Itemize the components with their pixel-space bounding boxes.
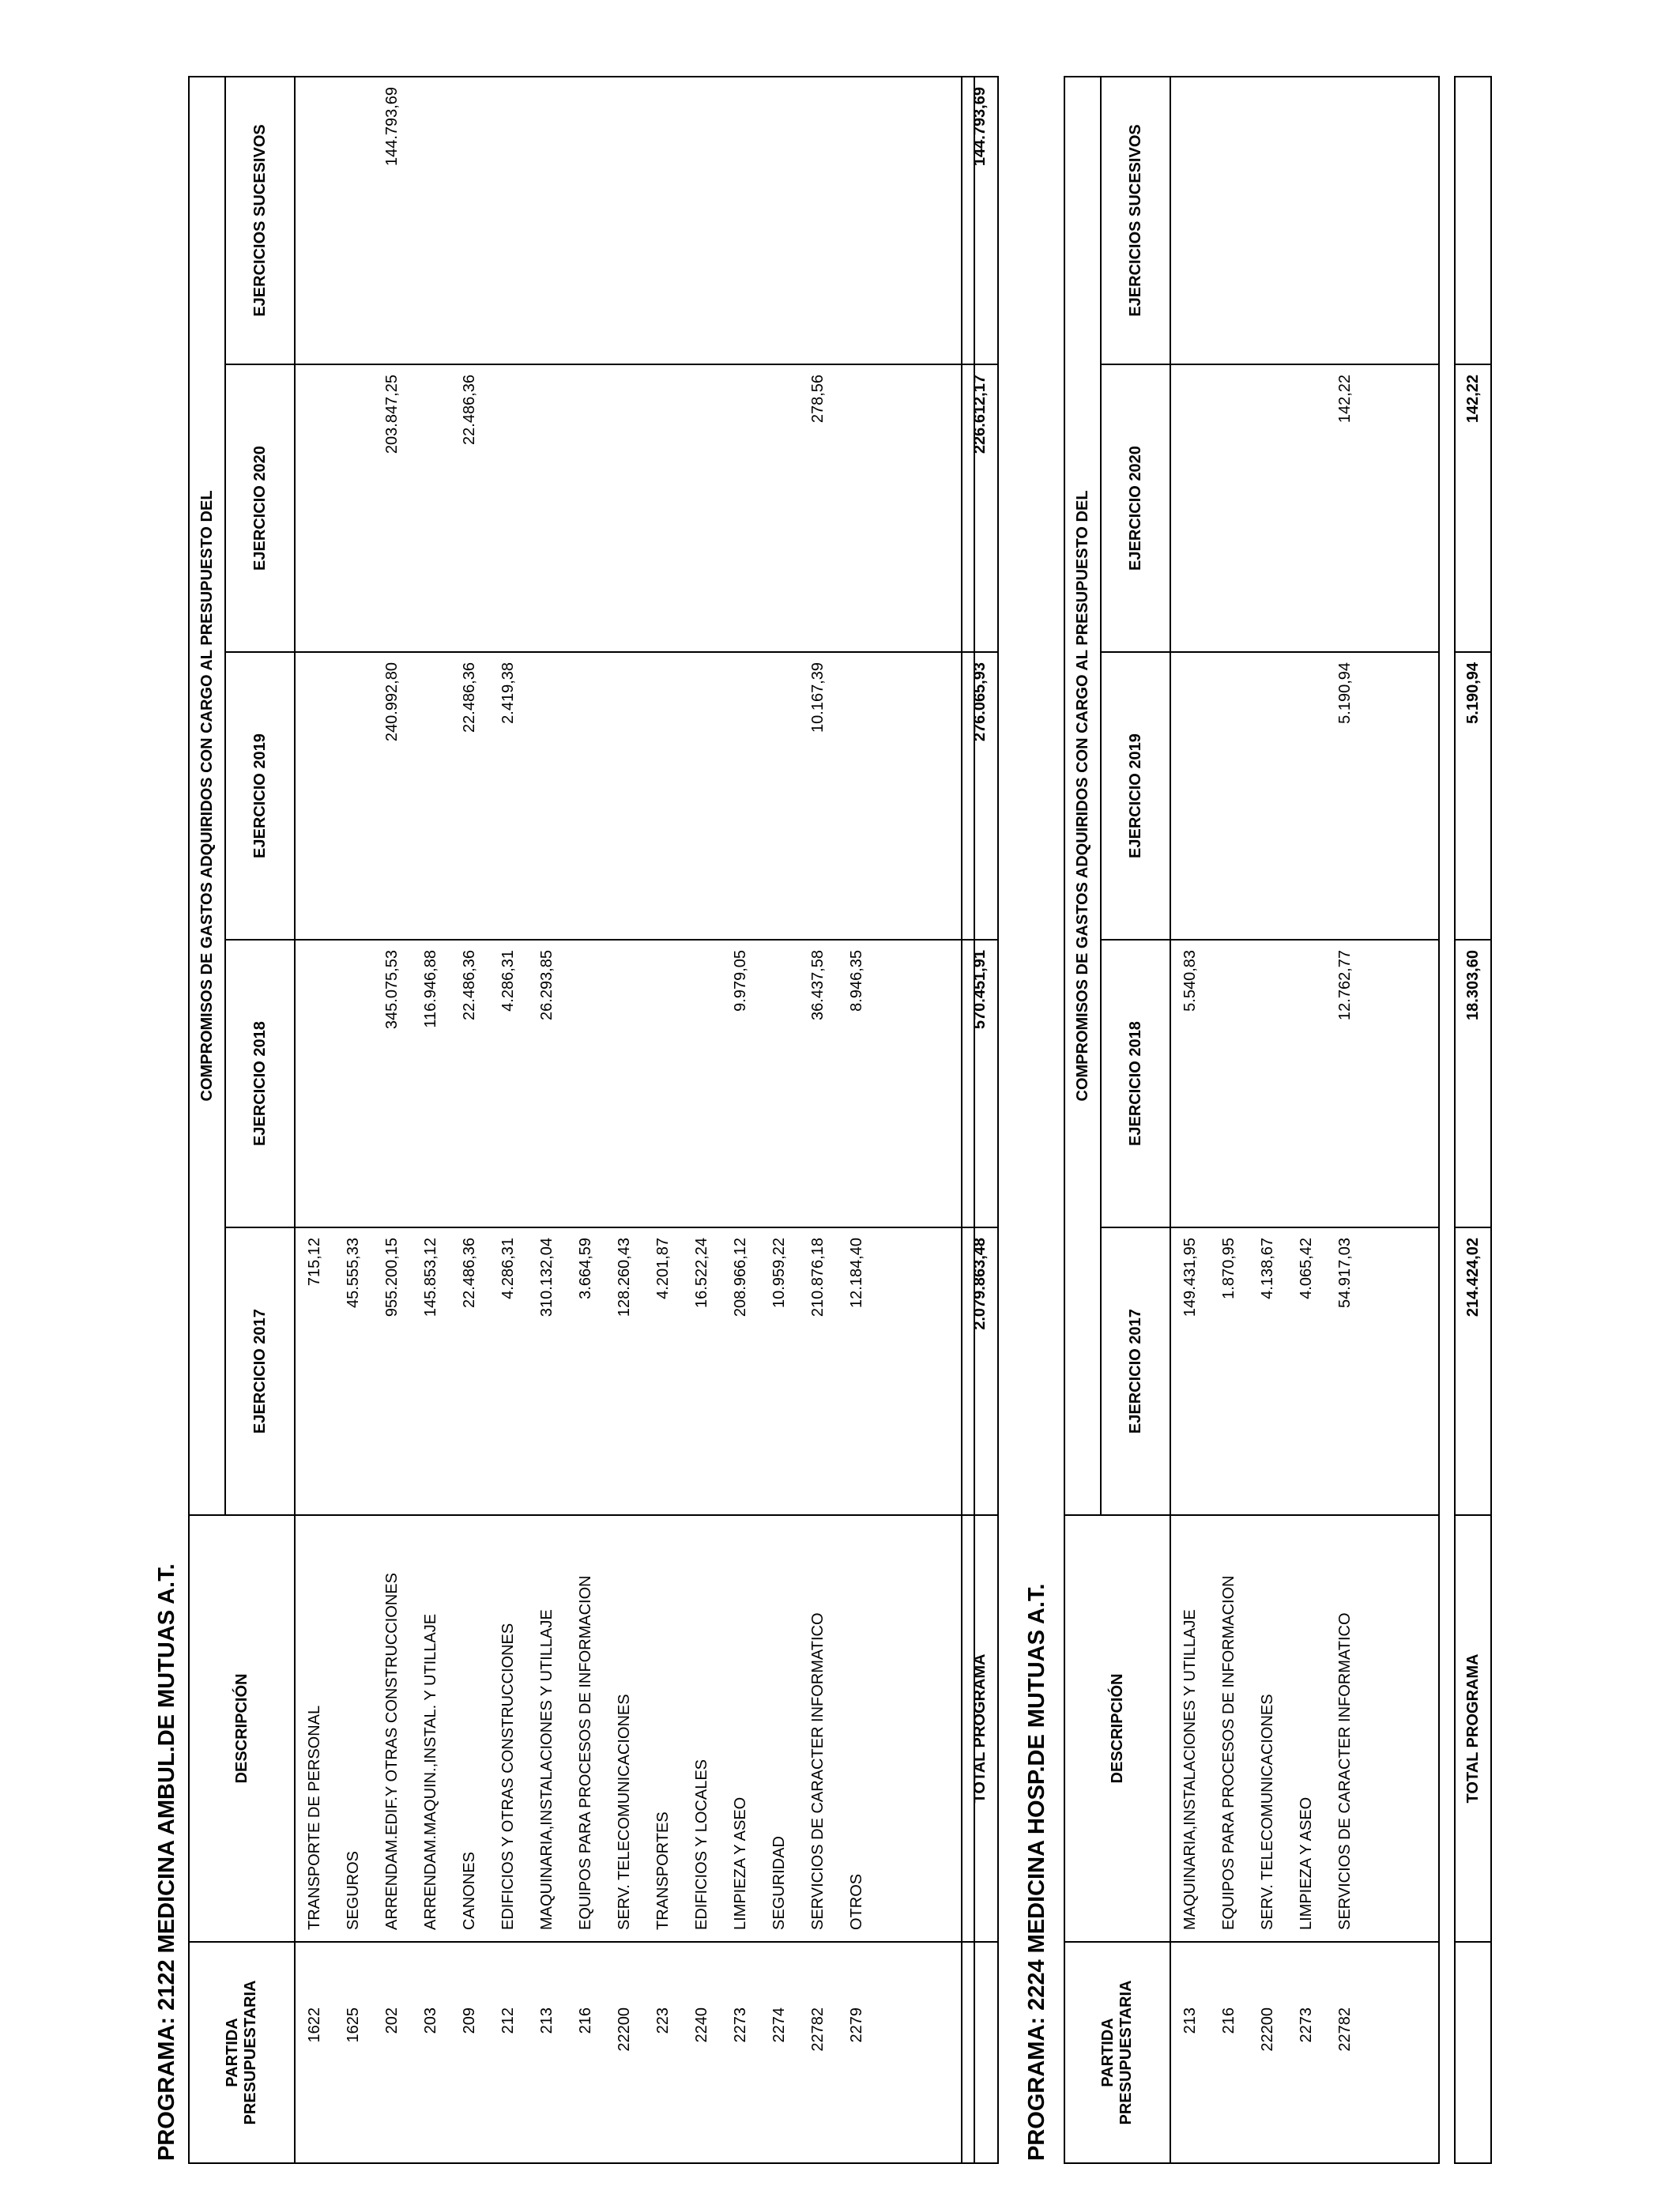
value-cell: 278,56 [809,375,827,424]
value-cell [683,950,721,1217]
descripcion-cell: EDIFICIOS Y LOCALES [693,1759,710,1930]
partida-cell: 213 [538,2007,556,2034]
total-2017: 214.424,02 [1455,1227,1491,1515]
col-header-sucesivos: EJERCICIOS SUCESIVOS [1101,77,1170,364]
descripcion-cell: SERVICIOS DE CARACTER INFORMATICO [809,1612,827,1930]
value-cell: 9.979,05 [732,950,749,1012]
value-cell: 10.959,22 [770,1238,788,1308]
value-cell [489,87,528,354]
group-header: COMPROMISOS DE GASTOS ADQUIRIDOS CON CARGO AL PRESUPUESTO DEL [189,77,225,1515]
value-cell [528,375,567,642]
value-cell [1287,87,1326,354]
partida-cell: 22200 [1259,2007,1276,2052]
ejercicio-2017-column [295,1227,974,1515]
descripcion-cell: EQUIPOS PARA PROCESOS DE INFORMACION [577,1575,594,1930]
value-cell: 12.184,40 [848,1238,865,1308]
value-cell [644,662,683,929]
total-2019: 276.065,93 [962,652,998,940]
value-cell: 22.486,36 [461,1238,478,1308]
partida-cell: 1622 [306,2007,323,2043]
col-header-2018: EJERCICIO 2018 [225,940,295,1227]
total-sucesivos [1455,77,1491,364]
value-cell [1210,950,1249,1217]
value-cell [334,662,373,929]
value-cell: 2.419,38 [499,662,517,724]
value-cell [1249,662,1287,929]
total-label: TOTAL PROGRAMA [962,1515,998,1942]
value-cell [760,950,799,1217]
total-2020: 142,22 [1455,364,1491,652]
total-row [961,76,999,2164]
value-cell: 4.286,31 [499,950,517,1012]
value-cell [1249,950,1287,1217]
value-cell: 128.260,43 [616,1238,633,1318]
total-2018: 18.303,60 [1455,940,1491,1227]
value-cell [1210,662,1249,929]
partida-cell: 22200 [616,2007,633,2052]
value-cell [1171,662,1210,929]
col-header-2017: EJERCICIO 2017 [225,1227,295,1515]
col-header-2020: EJERCICIO 2020 [225,364,295,652]
ejercicio-2018-column [295,940,974,1227]
descripcion-cell: SERVICIOS DE CARACTER INFORMATICO [1336,1612,1354,1930]
value-cell: 3.664,59 [577,1238,594,1299]
partida-cell: 2274 [770,2007,788,2043]
ejercicios-sucesivos-column [295,77,974,364]
value-cell: 54.917,03 [1336,1238,1354,1308]
value-cell: 10.167,39 [809,662,827,733]
total-spacer [1455,1942,1491,2163]
value-cell [334,375,373,642]
descripcion-header: DESCRIPCIÓN [189,1515,295,1942]
value-cell [1287,375,1326,642]
value-cell [296,375,334,642]
value-cell [644,950,683,1217]
value-cell [838,87,876,354]
value-cell [721,87,760,354]
descripcion-column [295,1515,974,1942]
partida-cell: 202 [383,2007,401,2034]
value-cell: 12.762,77 [1336,950,1354,1020]
descripcion-cell: ARRENDAM.EDIF.Y OTRAS CONSTRUCCIONES [383,1573,401,1930]
value-cell [1326,87,1365,354]
value-cell [296,87,334,354]
value-cell [528,662,567,929]
value-cell [1249,375,1287,642]
total-label: TOTAL PROGRAMA [1455,1515,1491,1942]
descripcion-cell: LIMPIEZA Y ASEO [732,1796,749,1930]
value-cell [489,375,528,642]
partida-cell: 2273 [732,2007,749,2043]
partida-cell: 209 [461,2007,478,2034]
program-title: PROGRAMA: 2122 MEDICINA AMBUL.DE MUTUAS A.T. [154,1563,179,2161]
value-cell [567,662,605,929]
value-cell [605,950,644,1217]
value-cell: 4.286,31 [499,1238,517,1299]
descripcion-cell: CANONES [461,1852,478,1930]
value-cell [412,662,450,929]
value-cell: 22.486,36 [461,375,478,445]
descripcion-cell: SERV. TELECOMUNICACIONES [1259,1694,1276,1930]
value-cell [567,87,605,354]
total-2020: 226.612,17 [962,364,998,652]
descripcion-cell: SEGURIDAD [770,1836,788,1930]
value-cell: 310.132,04 [538,1238,556,1318]
value-cell [683,87,721,354]
value-cell [721,662,760,929]
col-header-2019: EJERCICIO 2019 [1101,652,1170,940]
partida-cell: 22782 [809,2007,827,2052]
partida-cell: 2273 [1298,2007,1315,2043]
value-cell [1171,375,1210,642]
value-cell: 955.200,15 [383,1238,401,1318]
partida-header: PARTIDA PRESUPUESTARIA [1064,1942,1170,2163]
total-2019: 5.190,94 [1455,652,1491,940]
value-cell [450,87,489,354]
value-cell: 240.992,80 [383,662,401,742]
value-cell [334,87,373,354]
value-cell: 208.966,12 [732,1238,749,1318]
total-spacer [962,1942,998,2163]
ejercicio-2020-column [1170,364,1439,652]
value-cell [683,375,721,642]
value-cell [412,87,450,354]
descripcion-column [1170,1515,1439,1942]
value-cell: 22.486,36 [461,662,478,733]
descripcion-cell: MAQUINARIA,INSTALACIONES Y UTILLAJE [538,1609,556,1930]
ejercicio-2018-column [1170,940,1439,1227]
value-cell: 36.437,58 [809,950,827,1020]
value-cell [760,662,799,929]
ejercicio-2020-column [295,364,974,652]
value-cell [760,375,799,642]
value-cell: 210.876,18 [809,1238,827,1318]
total-2017: 2.079.863,48 [962,1227,998,1515]
value-cell [1210,87,1249,354]
value-cell [838,375,876,642]
value-cell [760,87,799,354]
value-cell: 8.946,35 [848,950,865,1012]
partida-cell: 223 [654,2007,672,2034]
value-cell [296,662,334,929]
value-cell [334,950,373,1217]
value-cell: 1.870,95 [1220,1238,1237,1299]
descripcion-cell: MAQUINARIA,INSTALACIONES Y UTILLAJE [1181,1609,1199,1930]
partida-cell: 216 [1220,2007,1237,2034]
ejercicio-2019-column [1170,652,1439,940]
descripcion-cell: SERV. TELECOMUNICACIONES [616,1694,633,1930]
partida-cell: 2279 [848,2007,865,2043]
value-cell: 345.075,53 [383,950,401,1030]
partida-cell: 203 [422,2007,439,2034]
total-2018: 570.451,91 [962,940,998,1227]
program-table [1064,76,1440,2164]
col-header-2017: EJERCICIO 2017 [1101,1227,1170,1515]
col-header-2019: EJERCICIO 2019 [225,652,295,940]
total-row [1454,76,1492,2164]
value-cell [412,375,450,642]
descripcion-cell: EQUIPOS PARA PROCESOS DE INFORMACION [1220,1575,1237,1930]
value-cell: 4.065,42 [1298,1238,1315,1299]
total-sucesivos: 144.793,69 [962,77,998,364]
ejercicio-2019-column [295,652,974,940]
value-cell [1210,375,1249,642]
descripcion-cell: EDIFICIOS Y OTRAS CONSTRUCCIONES [499,1623,517,1930]
ejercicios-sucesivos-column [1170,77,1439,364]
value-cell [528,87,567,354]
value-cell [799,87,838,354]
group-header: COMPROMISOS DE GASTOS ADQUIRIDOS CON CARGO AL PRESUPUESTO DEL [1064,77,1101,1515]
value-cell [683,662,721,929]
value-cell [644,87,683,354]
value-cell: 145.853,12 [422,1238,439,1318]
value-cell: 26.293,85 [538,950,556,1020]
descripcion-cell: SEGUROS [345,1850,362,1930]
value-cell [1171,87,1210,354]
value-cell: 116.946,88 [422,950,439,1028]
value-cell: 16.522,24 [693,1238,710,1308]
program-table [188,76,975,2164]
descripcion-cell: TRANSPORTE DE PERSONAL [306,1705,323,1930]
partida-cell: 2240 [693,2007,710,2043]
descripcion-cell: ARRENDAM.MAQUIN.,INSTAL. Y UTILLAJE [422,1613,439,1930]
value-cell: 4.138,67 [1259,1238,1276,1299]
value-cell [838,662,876,929]
col-header-sucesivos: EJERCICIOS SUCESIVOS [225,77,295,364]
value-cell [605,87,644,354]
col-header-2020: EJERCICIO 2020 [1101,364,1170,652]
partida-cell: 22782 [1336,2007,1354,2052]
descripcion-cell: LIMPIEZA Y ASEO [1298,1796,1315,1930]
value-cell [605,375,644,642]
value-cell [296,950,334,1217]
partida-cell: 212 [499,2007,517,2034]
value-cell: 149.431,95 [1181,1238,1199,1318]
partida-column [1170,1942,1439,2163]
partida-cell: 1625 [345,2007,362,2043]
value-cell: 5.540,83 [1181,950,1199,1012]
value-cell: 5.190,94 [1336,662,1354,724]
value-cell: 45.555,33 [345,1238,362,1308]
descripcion-header: DESCRIPCIÓN [1064,1515,1170,1942]
partida-cell: 213 [1181,2007,1199,2034]
value-cell [1287,950,1326,1217]
value-cell: 22.486,36 [461,950,478,1020]
value-cell: 144.793,69 [383,86,401,167]
descripcion-cell: OTROS [848,1873,865,1930]
partida-column [295,1942,974,2163]
partida-header: PARTIDA PRESUPUESTARIA [189,1942,295,2163]
value-cell: 142,22 [1336,375,1354,424]
value-cell: 4.201,87 [654,1238,672,1299]
program-title: PROGRAMA: 2224 MEDICINA HOSP.DE MUTUAS A.T. [1024,1583,1049,2161]
ejercicio-2017-column [1170,1227,1439,1515]
value-cell [567,375,605,642]
value-cell [644,375,683,642]
value-cell [1287,662,1326,929]
col-header-2018: EJERCICIO 2018 [1101,940,1170,1227]
value-cell [567,950,605,1217]
value-cell [721,375,760,642]
partida-cell: 216 [577,2007,594,2034]
descripcion-cell: TRANSPORTES [654,1811,672,1930]
value-cell [1249,87,1287,354]
value-cell [605,662,644,929]
value-cell: 203.847,25 [383,375,401,454]
value-cell: 715,12 [306,1238,323,1287]
